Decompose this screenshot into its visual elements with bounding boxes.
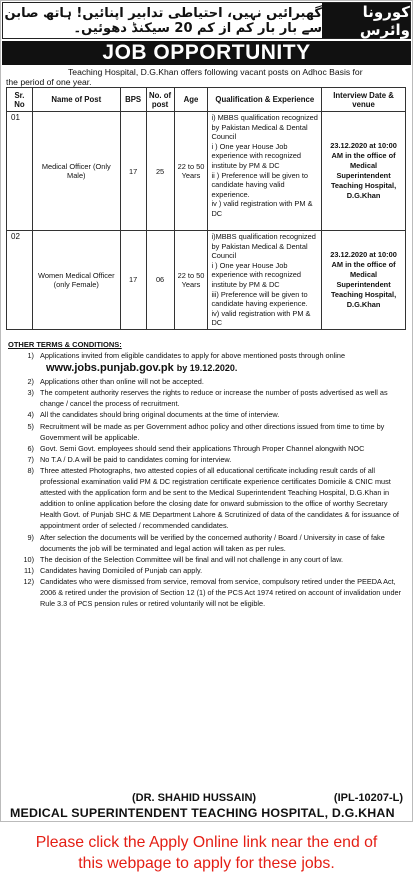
term-number: 8) bbox=[27, 465, 34, 475]
ad-title: JOB OPPORTUNITY bbox=[2, 41, 411, 65]
header-post-name: Name of Post bbox=[32, 88, 120, 112]
qualification-item: i) MBBS qualification recognized by Pakistan Medical & Dental Council bbox=[211, 113, 318, 142]
apply-note-line-1: Please click the Apply Online link near the end of bbox=[35, 834, 378, 851]
term-text: Candidates who were dismissed from service, removal from service, compulsory retired under the PEEDA Act, 2006 & retired under the provision of Section 12 (1) of the PCS Act 1974 retired on account of invalidation under Rule 3.3 of PCS pension rules or retired voluntarily will not be eligible. bbox=[40, 576, 402, 609]
term-number: 5) bbox=[27, 421, 34, 431]
banner-urdu-message: گھبرائیں نہیں، احتیاطی تدابیر اپنائیں! ہاتھ صابن سے بار بار کم از کم 20 سیکنڈ دھوئیں۔ bbox=[4, 5, 322, 36]
qualification-item: iii) Preference will be given to candidate having experience. bbox=[211, 289, 308, 309]
term-text: All the candidates should bring original documents at the time of interview. bbox=[40, 410, 280, 420]
intro-line-2: the period of one year. bbox=[6, 77, 92, 87]
banner-urdu-brand: کورونا وائرس bbox=[322, 3, 410, 38]
term-number: 7) bbox=[27, 454, 34, 464]
term-item bbox=[6, 454, 406, 465]
term-text: After selection the documents will be verified by the concerned authority / Board / University in case of fake documents the job will be terminated and legal action will taken as per rules. bbox=[40, 532, 385, 553]
apply-url[interactable]: www.jobs.punjab.gov.pk bbox=[46, 362, 174, 375]
row-sr-no: 02 bbox=[7, 231, 33, 330]
header-qualification: Qualification & Experience bbox=[208, 88, 322, 112]
term-text: Candidates having Domiciled of Punjab can apply. bbox=[40, 565, 203, 575]
term-number: 2) bbox=[27, 377, 34, 387]
header-post-count: No. of post bbox=[146, 88, 174, 112]
header-age: Age bbox=[174, 88, 208, 112]
header-bps: BPS bbox=[120, 88, 146, 112]
term-item bbox=[6, 387, 406, 409]
row-age: 22 to 50 Years bbox=[174, 112, 208, 231]
table-row bbox=[7, 112, 406, 231]
row-sr-no: 01 bbox=[7, 112, 33, 231]
qualification-item: i ) One year House Job experience with recognized institute by PM & DC bbox=[211, 141, 302, 170]
terms-heading: OTHER TERMS & CONDITIONS: bbox=[8, 340, 122, 349]
term-number: 6) bbox=[27, 443, 34, 453]
row-post-name: Medical Officer (Only Male) bbox=[32, 112, 120, 231]
row-age: 22 to 50 Years bbox=[174, 231, 208, 330]
row-bps: 17 bbox=[120, 112, 146, 231]
row-interview: 23.12.2020 at 10:00 AM in the office of Medical Superintendent Teaching Hospital, D.G.Khan bbox=[322, 112, 406, 231]
term-item bbox=[6, 409, 406, 420]
term-item bbox=[6, 350, 406, 361]
term-text: The competent authority reserves the rights to reduce or increase the number of posts advertised as well as change / cancel the process of recruitment. bbox=[40, 388, 388, 409]
qualification-item: iv) valid registration with PM & DC bbox=[211, 308, 311, 328]
signatory-name: (DR. SHAHID HUSSAIN) bbox=[132, 792, 257, 804]
corona-awareness-banner bbox=[2, 2, 411, 39]
apply-online-note bbox=[0, 822, 413, 896]
term-text: Govt. Semi Govt. employees should send their applications Through Proper Channel alongwith NOC bbox=[40, 443, 365, 453]
term-item bbox=[6, 443, 406, 454]
qualification-item: i ) One year House Job experience with recognized institute by PM & DC bbox=[211, 260, 302, 289]
term-text: Applications invited from eligible candidates to apply for above mentioned posts through online bbox=[40, 351, 346, 361]
term-item bbox=[6, 421, 406, 443]
term-item bbox=[6, 565, 406, 576]
term-number: 9) bbox=[27, 532, 34, 542]
row-interview: 23.12.2020 at 10:00 AM in the office of Medical Superintendent Teaching Hospital, D.G.Khan bbox=[322, 231, 406, 330]
qualification-item: i)MBBS qualification recognized by Pakistan Medical & Dental Council bbox=[211, 232, 316, 261]
row-post-count: 06 bbox=[146, 231, 174, 330]
term-number: 1) bbox=[27, 351, 34, 361]
term-text: Recruitment will be made as per Government adhoc policy and other directions issued from time to time by Government will be applicable. bbox=[40, 421, 385, 442]
term-text: The decision of the Selection Committee will be final and will not challenge in any court of law. bbox=[40, 554, 343, 564]
term-item bbox=[6, 576, 406, 609]
intro-text bbox=[6, 67, 406, 87]
term-item bbox=[6, 376, 406, 387]
term-number: 3) bbox=[27, 388, 34, 398]
term-text: Applications other than online will not be accepted. bbox=[40, 377, 204, 387]
term-text: Three attested Photographs, two attested copies of all educational certificate including result cards of all professional examination valid PM & DC registration certificate experience certificates Domicile & CNIC must attested with the application form and be sent to the Medical Superintendent Teaching Hospital, D.G.Khan in addition to online application before the closing date for onward submission to the office of worthy Secretary Health Govt. of Punjab SHC & ME Department Lahore & Scrutinized of data of the candidates & for issuance of appointment order of selected / recommended candidates. bbox=[40, 465, 399, 531]
term-item bbox=[6, 532, 406, 554]
header-sr-no: Sr. No bbox=[7, 88, 33, 112]
apply-url-line bbox=[6, 361, 406, 376]
row-qualifications bbox=[208, 231, 322, 330]
term-number: 11) bbox=[23, 565, 34, 575]
apply-deadline: by 19.12.2020. bbox=[176, 363, 238, 374]
qualification-item: ii ) Preference will be given to candidate having valid experience. bbox=[211, 170, 309, 199]
intro-line-1: Teaching Hospital, D.G.Khan offers following vacant posts on Adhoc Basis for bbox=[68, 67, 363, 77]
term-number: 10) bbox=[23, 554, 34, 564]
term-text: No T.A / D.A will be paid to candidates coming for interview. bbox=[40, 454, 232, 464]
term-item bbox=[6, 554, 406, 565]
signature-block bbox=[2, 792, 411, 822]
vacancy-table bbox=[6, 87, 406, 330]
terms-section bbox=[6, 339, 406, 609]
term-number: 4) bbox=[27, 410, 34, 420]
row-post-count: 25 bbox=[146, 112, 174, 231]
row-qualifications bbox=[208, 112, 322, 231]
ipl-reference: (IPL-10207-L) bbox=[333, 792, 403, 804]
table-row bbox=[7, 231, 406, 330]
apply-note-line-2: this webpage to apply for these jobs. bbox=[78, 855, 335, 872]
qualification-item: iv ) valid registration with PM & DC bbox=[211, 199, 313, 218]
row-post-name: Women Medical Officer (only Female) bbox=[32, 231, 120, 330]
term-item bbox=[6, 465, 406, 532]
term-number: 12) bbox=[23, 576, 34, 586]
table-header-row bbox=[7, 88, 406, 112]
header-interview: Interview Date & venue bbox=[322, 88, 406, 112]
issuing-office: MEDICAL SUPERINTENDENT TEACHING HOSPITAL, D.G.KHAN bbox=[10, 806, 395, 820]
row-bps: 17 bbox=[120, 231, 146, 330]
